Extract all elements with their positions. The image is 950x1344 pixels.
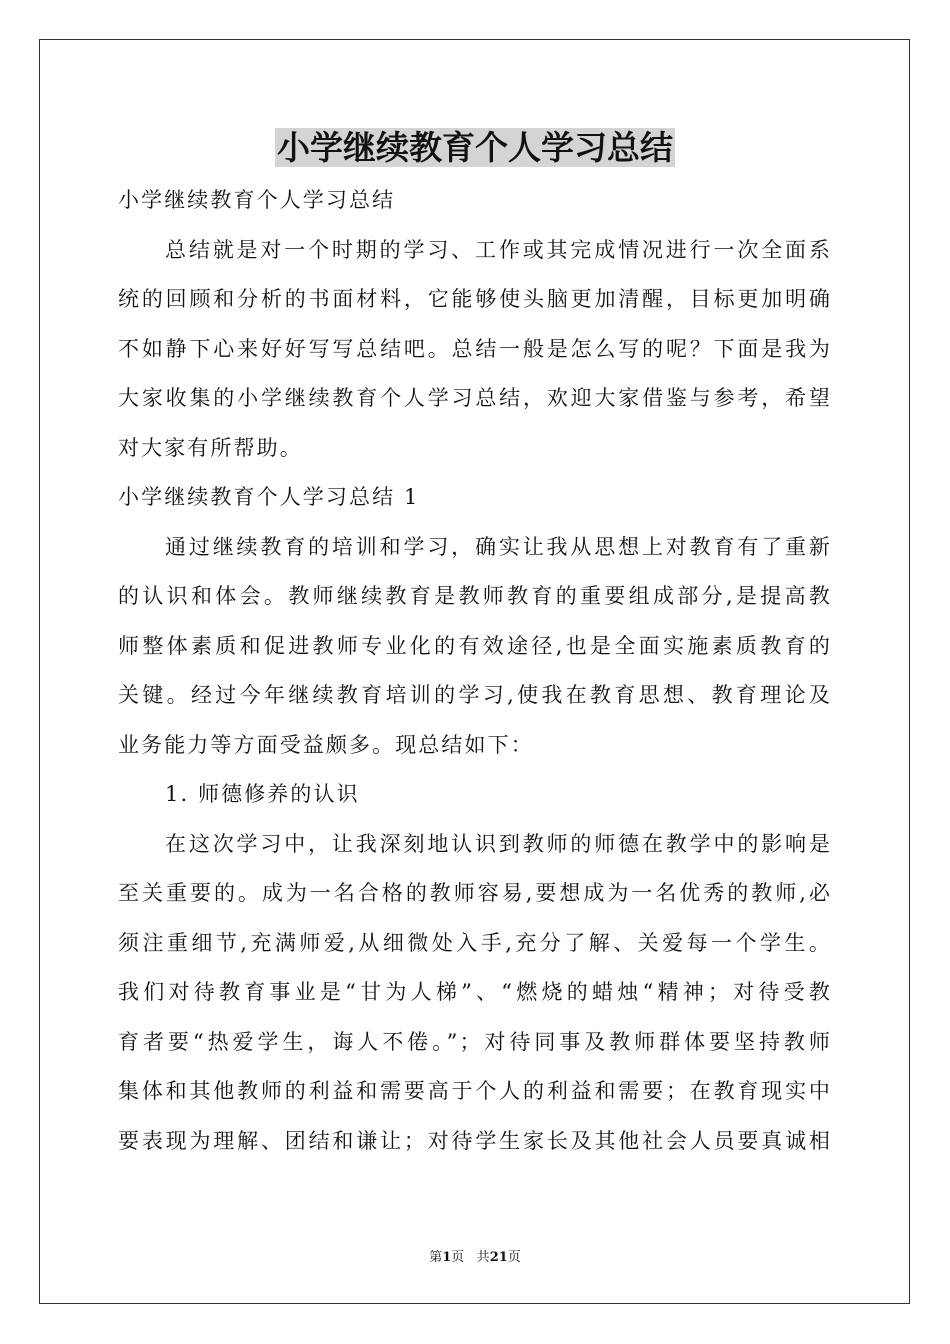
- body-line: 统的回顾和分析的书面材料，它能够使头脑更加清醒，目标更加明确: [118, 287, 832, 311]
- page-footer: [0, 1248, 950, 1268]
- body-line: 关键。经过今年继续教育培训的学习,使我在教育思想、教育理论及: [118, 683, 832, 707]
- body-line: 对大家有所帮助。: [118, 435, 303, 460]
- body-line: 要表现为理解、团结和谦让；对待学生家长及其他社会人员要真诚相: [118, 1128, 832, 1153]
- document-body: [118, 176, 832, 1166]
- body-line: 育者要“热爱学生，诲人不倦。”；对待同事及教师群体要坚持教师: [118, 1029, 832, 1054]
- body-line: 小学继续教育个人学习总结 1: [118, 485, 420, 509]
- body-line: 我们对待教育事业是“甘为人梯”、“燃烧的蜡烛“精神；对待受教: [118, 980, 832, 1004]
- document-title-text: 小学继续教育个人学习总结: [277, 128, 673, 167]
- footer-page-prefix: 第: [429, 1250, 443, 1265]
- footer-page-number: 1: [442, 1250, 452, 1265]
- body-line: 总结就是对一个时期的学习、工作或其完成情况进行一次全面系: [165, 237, 832, 262]
- body-line: 通过继续教育的培训和学习，确实让我从思想上对教育有了重新: [165, 534, 832, 559]
- body-line: 师整体素质和促进教师专业化的有效途径,也是全面实施素质教育的: [118, 633, 832, 658]
- document-title: [0, 124, 950, 172]
- footer-total-unit: 页: [507, 1250, 521, 1265]
- body-line: 的认识和体会。教师继续教育是教师教育的重要组成部分,是提高教: [118, 584, 832, 608]
- footer-total-prefix: 共: [476, 1250, 490, 1265]
- body-line: 小学继续教育个人学习总结: [118, 188, 396, 212]
- body-line: 大家收集的小学继续教育个人学习总结，欢迎大家借鉴与参考，希望: [118, 386, 832, 410]
- body-line: 1. 师德修养的认识: [165, 782, 360, 806]
- body-line: 不如静下心来好好写写总结吧。总结一般是怎么写的呢？下面是我为: [118, 336, 832, 361]
- body-line: 在这次学习中，让我深刻地认识到教师的师德在教学中的影响是: [165, 831, 832, 856]
- footer-total-pages: 21: [489, 1250, 508, 1265]
- body-line: 业务能力等方面受益颇多。现总结如下：: [118, 732, 534, 757]
- footer-page-unit: 页: [451, 1250, 465, 1265]
- body-line: 至关重要的。成为一名合格的教师容易,要想成为一名优秀的教师,必: [118, 881, 832, 905]
- body-line: 须注重细节,充满师爱,从细微处入手,充分了解、关爱每一个学生。: [118, 930, 832, 955]
- body-line: 集体和其他教师的利益和需要高于个人的利益和需要；在教育现实中: [118, 1079, 832, 1103]
